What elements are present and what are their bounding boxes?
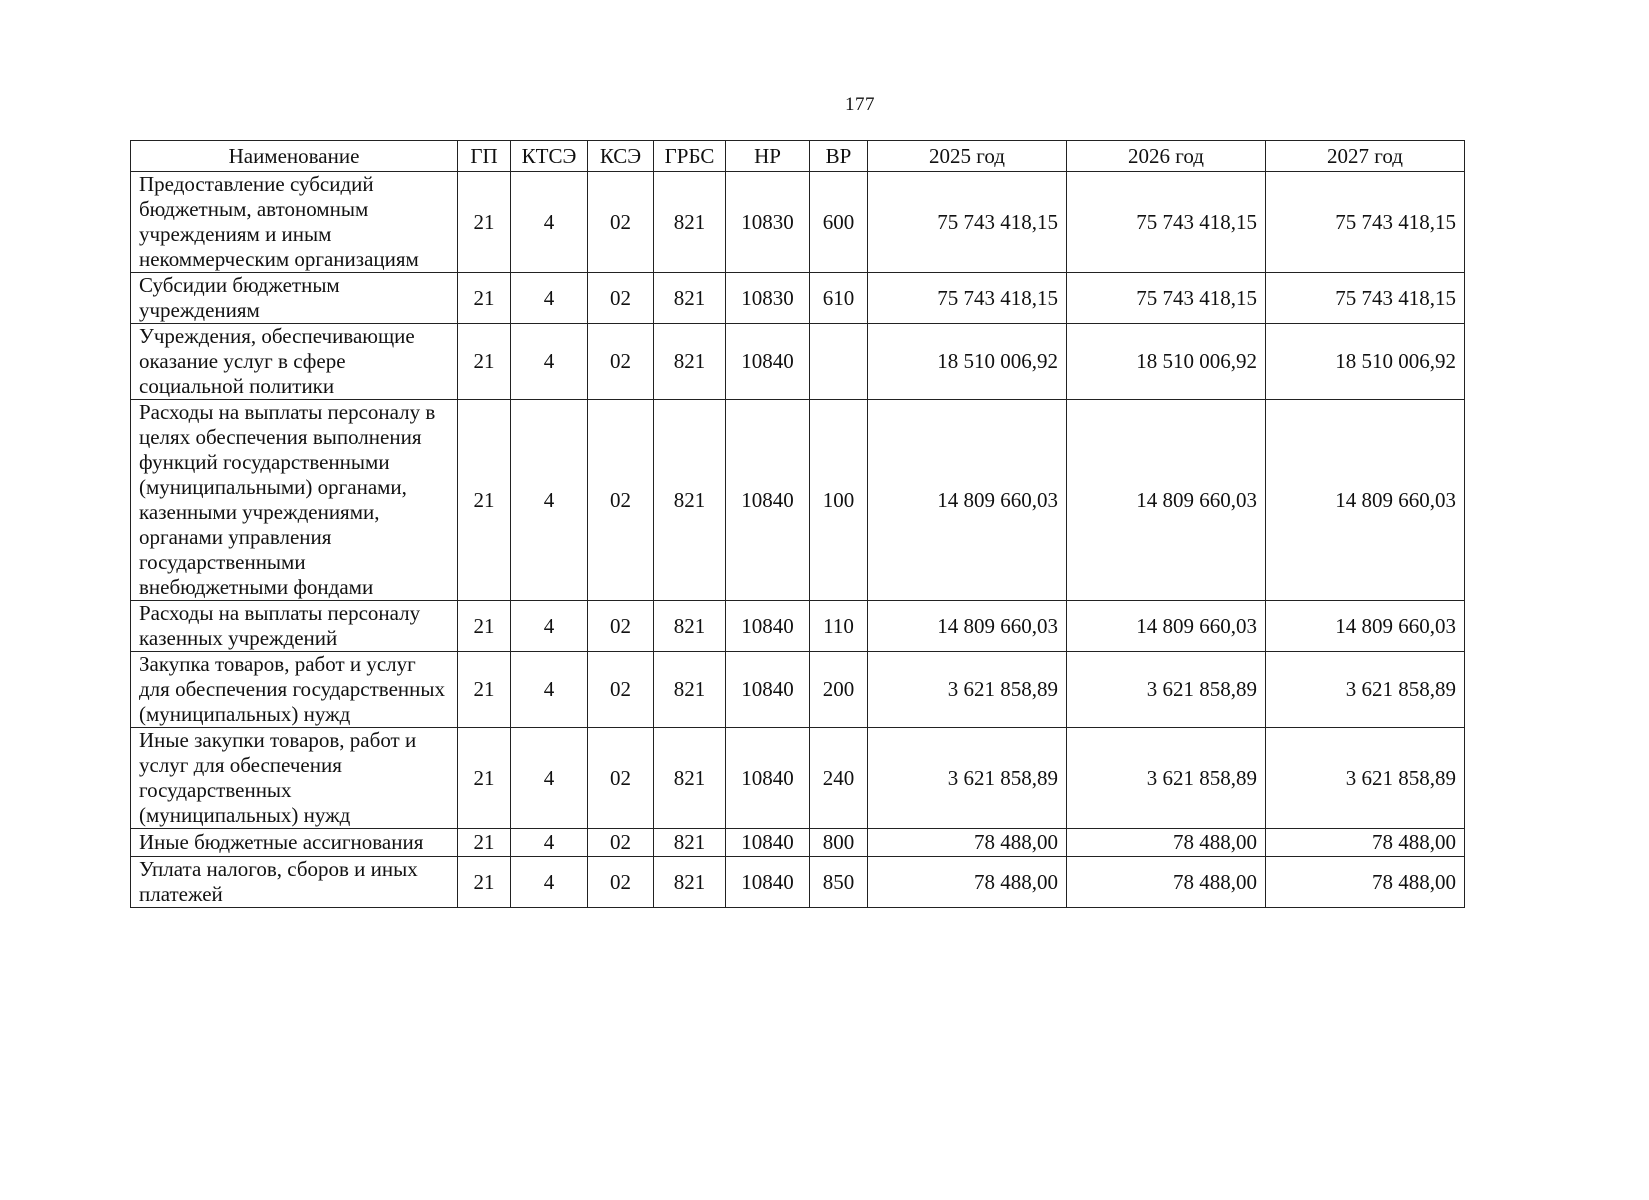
row-ktse: 4 [511, 652, 588, 728]
table-header-row [131, 141, 1465, 172]
table-row [131, 324, 1465, 400]
row-gp: 21 [458, 829, 511, 857]
header-nr: НР [726, 141, 810, 172]
row-2026: 75 743 418,15 [1067, 273, 1266, 324]
row-grbs: 821 [654, 400, 726, 601]
row-kse: 02 [588, 829, 654, 857]
row-ktse: 4 [511, 857, 588, 908]
header-gp: ГП [458, 141, 511, 172]
row-vr: 800 [810, 829, 868, 857]
row-grbs: 821 [654, 652, 726, 728]
row-2025: 78 488,00 [868, 829, 1067, 857]
row-nr: 10830 [726, 273, 810, 324]
row-grbs: 821 [654, 273, 726, 324]
row-2025: 18 510 006,92 [868, 324, 1067, 400]
row-gp: 21 [458, 652, 511, 728]
row-2026: 14 809 660,03 [1067, 400, 1266, 601]
row-nr: 10840 [726, 857, 810, 908]
row-2027: 3 621 858,89 [1266, 652, 1465, 728]
row-2027: 18 510 006,92 [1266, 324, 1465, 400]
row-gp: 21 [458, 172, 511, 273]
row-kse: 02 [588, 273, 654, 324]
row-name: Расходы на выплаты персоналу казенных учреждений [131, 601, 458, 652]
table-row [131, 829, 1465, 857]
row-2025: 75 743 418,15 [868, 273, 1067, 324]
table-row [131, 400, 1465, 601]
row-2025: 14 809 660,03 [868, 400, 1067, 601]
row-name: Предоставление субсидий бюджетным, автономным учреждениям и иным некоммерческим организациям [131, 172, 458, 273]
header-2027: 2027 год [1266, 141, 1465, 172]
row-2027: 78 488,00 [1266, 829, 1465, 857]
row-2027: 14 809 660,03 [1266, 601, 1465, 652]
row-name: Учреждения, обеспечивающие оказание услуг в сфере социальной политики [131, 324, 458, 400]
row-2025: 3 621 858,89 [868, 728, 1067, 829]
row-ktse: 4 [511, 324, 588, 400]
row-kse: 02 [588, 652, 654, 728]
row-2025: 14 809 660,03 [868, 601, 1067, 652]
row-2027: 75 743 418,15 [1266, 172, 1465, 273]
row-ktse: 4 [511, 273, 588, 324]
row-2026: 3 621 858,89 [1067, 728, 1266, 829]
budget-table [130, 140, 1465, 908]
row-vr: 850 [810, 857, 868, 908]
row-ktse: 4 [511, 601, 588, 652]
row-2026: 18 510 006,92 [1067, 324, 1266, 400]
row-2025: 3 621 858,89 [868, 652, 1067, 728]
row-nr: 10840 [726, 601, 810, 652]
row-vr: 240 [810, 728, 868, 829]
row-2027: 75 743 418,15 [1266, 273, 1465, 324]
row-nr: 10840 [726, 652, 810, 728]
row-2026: 75 743 418,15 [1067, 172, 1266, 273]
row-2025: 78 488,00 [868, 857, 1067, 908]
row-gp: 21 [458, 273, 511, 324]
row-vr: 200 [810, 652, 868, 728]
row-vr: 600 [810, 172, 868, 273]
row-ktse: 4 [511, 829, 588, 857]
row-vr: 610 [810, 273, 868, 324]
row-nr: 10840 [726, 829, 810, 857]
row-grbs: 821 [654, 728, 726, 829]
header-name: Наименование [131, 141, 458, 172]
row-2027: 3 621 858,89 [1266, 728, 1465, 829]
row-kse: 02 [588, 601, 654, 652]
row-grbs: 821 [654, 601, 726, 652]
row-2027: 78 488,00 [1266, 857, 1465, 908]
table-row [131, 728, 1465, 829]
row-2026: 14 809 660,03 [1067, 601, 1266, 652]
row-grbs: 821 [654, 324, 726, 400]
row-nr: 10830 [726, 172, 810, 273]
row-kse: 02 [588, 400, 654, 601]
page-number: 177 [845, 94, 875, 115]
row-gp: 21 [458, 324, 511, 400]
header-grbs: ГРБС [654, 141, 726, 172]
row-kse: 02 [588, 324, 654, 400]
row-name: Субсидии бюджетным учреждениям [131, 273, 458, 324]
row-2026: 3 621 858,89 [1067, 652, 1266, 728]
row-gp: 21 [458, 728, 511, 829]
header-kse: КСЭ [588, 141, 654, 172]
row-name: Закупка товаров, работ и услуг для обеспечения государственных (муниципальных) нужд [131, 652, 458, 728]
row-kse: 02 [588, 857, 654, 908]
table-row [131, 273, 1465, 324]
row-2027: 14 809 660,03 [1266, 400, 1465, 601]
row-nr: 10840 [726, 728, 810, 829]
table-row [131, 857, 1465, 908]
row-grbs: 821 [654, 857, 726, 908]
row-name: Уплата налогов, сборов и иных платежей [131, 857, 458, 908]
row-nr: 10840 [726, 400, 810, 601]
table-row [131, 652, 1465, 728]
row-kse: 02 [588, 728, 654, 829]
row-gp: 21 [458, 601, 511, 652]
header-2026: 2026 год [1067, 141, 1266, 172]
row-kse: 02 [588, 172, 654, 273]
row-name: Расходы на выплаты персоналу в целях обеспечения выполнения функций государственными (муниципальными) органами, казенными учреждениями, органами управления государственными внебюджетными фондами [131, 400, 458, 601]
row-grbs: 821 [654, 829, 726, 857]
row-gp: 21 [458, 857, 511, 908]
header-vr: ВР [810, 141, 868, 172]
row-2026: 78 488,00 [1067, 829, 1266, 857]
header-2025: 2025 год [868, 141, 1067, 172]
row-vr [810, 324, 868, 400]
row-2025: 75 743 418,15 [868, 172, 1067, 273]
row-ktse: 4 [511, 172, 588, 273]
row-gp: 21 [458, 400, 511, 601]
table-row [131, 172, 1465, 273]
row-vr: 110 [810, 601, 868, 652]
row-grbs: 821 [654, 172, 726, 273]
row-nr: 10840 [726, 324, 810, 400]
header-ktse: КТСЭ [511, 141, 588, 172]
row-ktse: 4 [511, 728, 588, 829]
row-name: Иные закупки товаров, работ и услуг для обеспечения государственных (муниципальных) нужд [131, 728, 458, 829]
table-row [131, 601, 1465, 652]
row-2026: 78 488,00 [1067, 857, 1266, 908]
row-ktse: 4 [511, 400, 588, 601]
row-vr: 100 [810, 400, 868, 601]
row-name: Иные бюджетные ассигнования [131, 829, 458, 857]
